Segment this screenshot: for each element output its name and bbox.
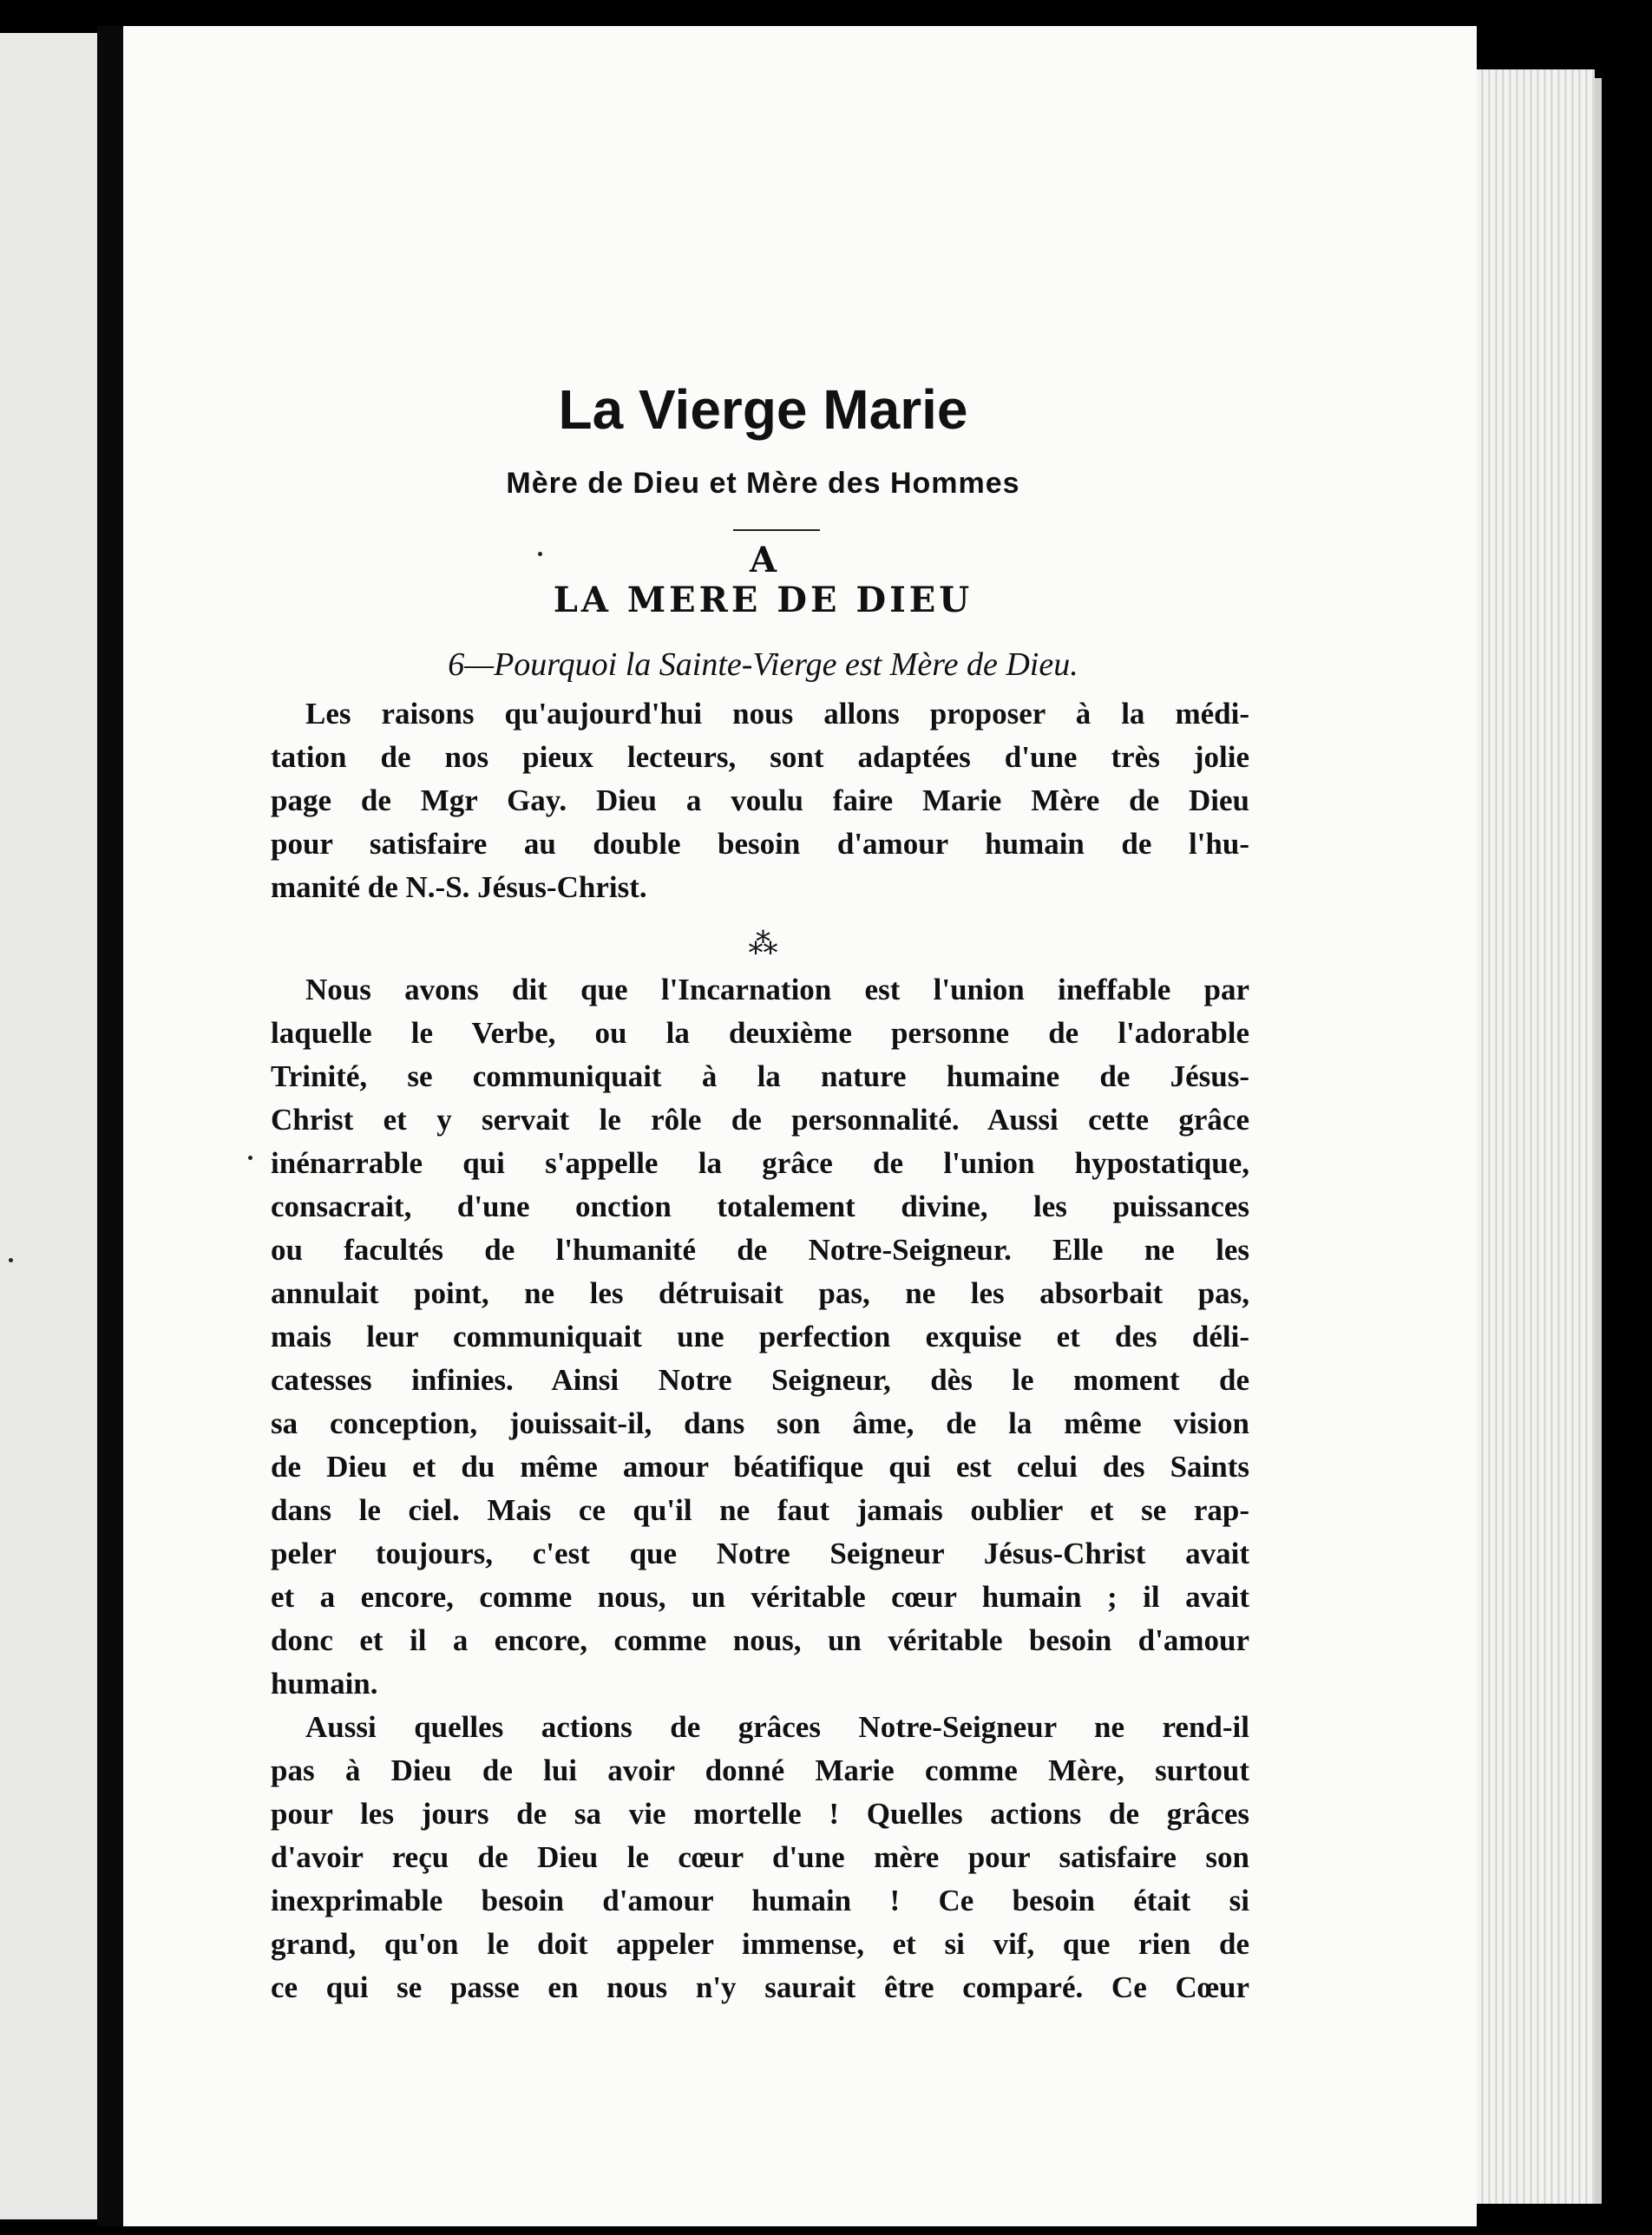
text-line: pour satisfaire au double besoin d'amour humain de l'hu- bbox=[271, 827, 1249, 861]
asterism-divider: ⁂ bbox=[748, 927, 778, 961]
text-line: dans le ciel. Mais ce qu'il ne faut jamais oublier et se rap- bbox=[271, 1493, 1249, 1527]
text-line: ce qui se passe en nous n'y saurait être comparé. Ce Cœur bbox=[271, 1970, 1249, 2004]
text-line: d'avoir reçu de Dieu le cœur d'une mère pour satisfaire son bbox=[271, 1840, 1249, 1874]
book-binding bbox=[97, 26, 123, 2226]
text-line: annulait point, ne les détruisait pas, ne les absorbait pas, bbox=[271, 1276, 1249, 1310]
text-line: manité de N.-S. Jésus-Christ. bbox=[271, 870, 647, 904]
text-line: donc et il a encore, comme nous, un véritable besoin d'amour bbox=[271, 1623, 1249, 1657]
paragraph-1 bbox=[271, 692, 1249, 909]
section-title: LA MERE DE DIEU bbox=[553, 580, 974, 620]
text-line: page de Mgr Gay. Dieu a voulu faire Marie Mère de Dieu bbox=[271, 783, 1249, 817]
text-line: grand, qu'on le doit appeler immense, et si vif, que rien de bbox=[271, 1927, 1249, 1961]
paragraph-2 bbox=[271, 968, 1249, 1706]
text-line: consacrait, d'une onction totalement divine, les puissances bbox=[271, 1190, 1249, 1223]
text-line: Christ et y servait le rôle de personnalité. Aussi cette grâce bbox=[271, 1103, 1249, 1137]
question-heading: 6—Pourquoi la Sainte-Vierge est Mère de Dieu. bbox=[448, 646, 1078, 683]
page-title: La Vierge Marie bbox=[558, 378, 968, 441]
page-stack-edges bbox=[1477, 69, 1595, 2204]
text-line: tation de nos pieux lecteurs, sont adaptées d'une très jolie bbox=[271, 740, 1249, 774]
text-line: Nous avons dit que l'Incarnation est l'union ineffable par bbox=[305, 973, 1249, 1006]
section-letter: A bbox=[749, 540, 777, 580]
text-line: mais leur communiquait une perfection exquise et des déli- bbox=[271, 1320, 1249, 1353]
text-line: sa conception, jouissait-il, dans son âme, de la même vision bbox=[271, 1406, 1249, 1440]
text-line: catesses infinies. Ainsi Notre Seigneur, dès le moment de bbox=[271, 1363, 1249, 1397]
text-line: laquelle le Verbe, ou la deuxième personne de l'adorable bbox=[271, 1016, 1249, 1050]
text-line: humain. bbox=[271, 1667, 378, 1701]
text-line: ou facultés de l'humanité de Notre-Seigneur. Elle ne les bbox=[271, 1233, 1249, 1267]
text-line: pas à Dieu de lui avoir donné Marie comme Mère, surtout bbox=[271, 1753, 1249, 1787]
text-line: inénarrable qui s'appelle la grâce de l'union hypostatique, bbox=[271, 1146, 1249, 1180]
text-line: Aussi quelles actions de grâces Notre-Seigneur ne rend-il bbox=[305, 1710, 1249, 1744]
text-line: et a encore, comme nous, un véritable cœur humain ; il avait bbox=[271, 1580, 1249, 1614]
page-subtitle: Mère de Dieu et Mère des Hommes bbox=[506, 467, 1020, 500]
book-outer-edge bbox=[1595, 78, 1602, 2204]
ink-speck bbox=[538, 552, 542, 556]
title-divider bbox=[733, 529, 820, 531]
text-line: Trinité, se communiquait à la nature humaine de Jésus- bbox=[271, 1059, 1249, 1093]
text-line: inexprimable besoin d'amour humain ! Ce besoin était si bbox=[271, 1884, 1249, 1917]
text-line: de Dieu et du même amour béatifique qui est celui des Saints bbox=[271, 1450, 1249, 1484]
ink-speck bbox=[9, 1258, 13, 1262]
paragraph-3 bbox=[271, 1706, 1249, 2009]
text-line: pour les jours de sa vie mortelle ! Quelles actions de grâces bbox=[271, 1797, 1249, 1831]
text-line: peler toujours, c'est que Notre Seigneur Jésus-Christ avait bbox=[271, 1537, 1249, 1570]
facing-page-edge bbox=[0, 33, 97, 2219]
text-line: Les raisons qu'aujourd'hui nous allons proposer à la médi- bbox=[305, 697, 1249, 731]
ink-speck bbox=[248, 1156, 252, 1160]
